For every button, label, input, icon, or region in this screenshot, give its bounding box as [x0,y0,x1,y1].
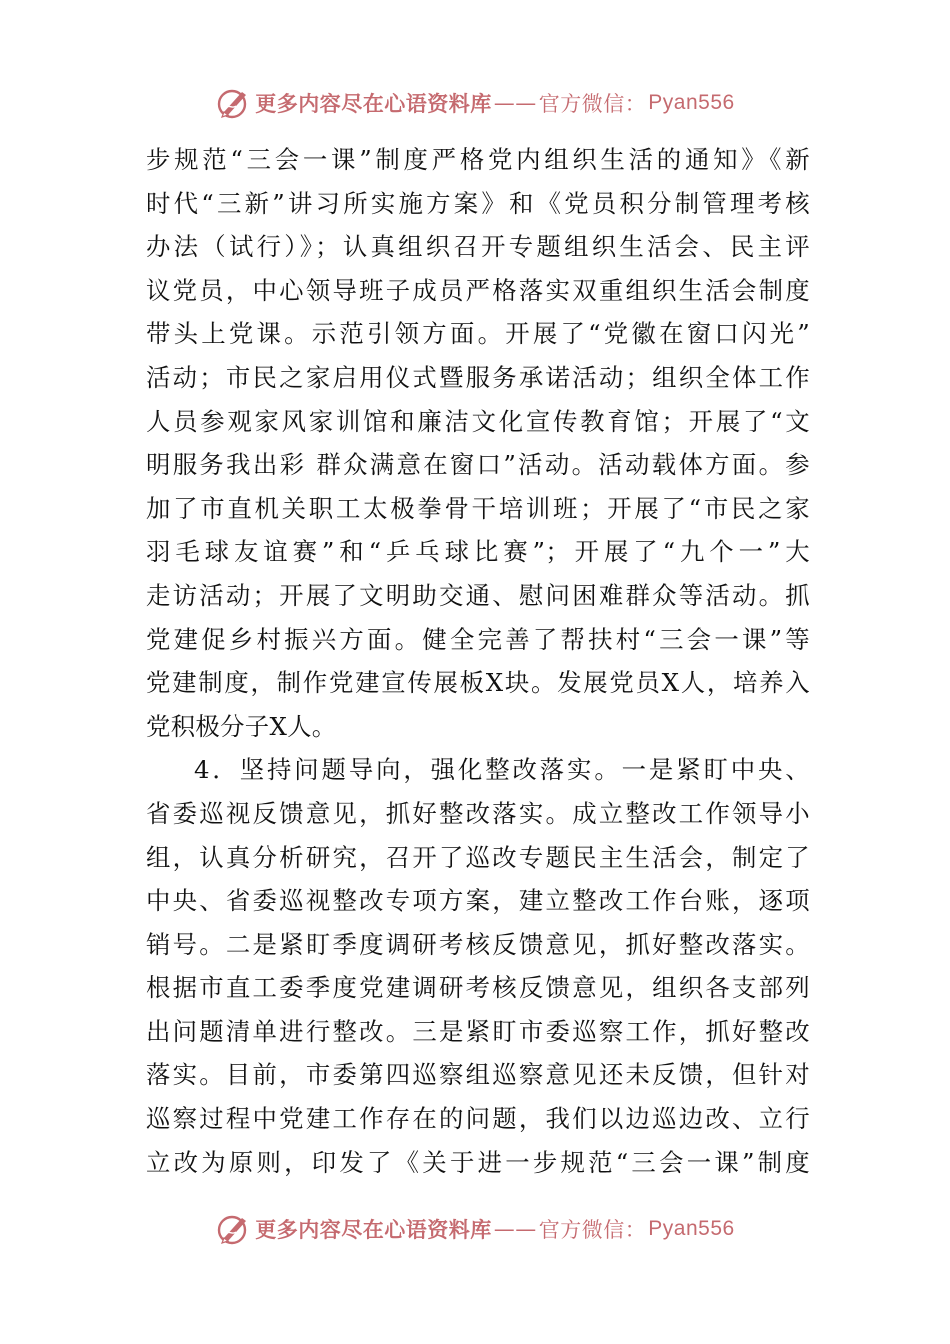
watermark-label: 官方微信： [538,1218,647,1242]
watermark-header [0,81,950,125]
body-line: 党积极分子X人。 [146,711,337,741]
body-line: 步规范“三会一课”制度严格党内组织生活的通知》《新 [146,145,810,174]
body-line: 党建制度，制作党建宣传展板X块。发展党员X人，培养入 [146,668,810,698]
body-line: 巡察过程中党建工作存在的问题，我们以边巡边改、立行 [146,1104,810,1134]
pen-circle-logo-icon [215,85,251,121]
watermark-handle: Pyan556 [648,1217,735,1240]
section-heading-line: 4．坚持问题导向，强化整改落实。一是紧盯中央、 [194,755,810,785]
body-line: 落实。目前，市委第四巡察组巡察意见还未反馈，但针对 [146,1060,810,1090]
body-line: 活动；市民之家启用仪式暨服务承诺活动；组织全体工作 [146,362,810,392]
body-line: 组，认真分析研究，召开了巡改专题民主生活会，制定了 [146,842,810,872]
body-line: 带头上党课。示范引领方面。开展了“党徽在窗口闪光” [146,319,810,349]
document-body [146,138,810,1184]
body-line: 办法（试行）》；认真组织召开专题组织生活会、民主评 [146,232,810,262]
body-line: 销号。二是紧盯季度调研考核反馈意见，抓好整改落实。 [146,929,810,959]
watermark-label: 官方微信： [538,92,647,116]
body-line: 立改为原则，印发了《关于进一步规范“三会一课”制度 [146,1147,810,1177]
body-line: 省委巡视反馈意见，抓好整改落实。成立整改工作领导小 [146,798,810,828]
body-line: 羽毛球友谊赛”和“乒乓球比赛”；开展了“九个一”大 [146,537,810,567]
watermark-separator: —— [493,1217,537,1241]
body-line: 出问题清单进行整改。三是紧盯市委巡察工作，抓好整改 [146,1016,810,1046]
body-line: 加了市直机关职工太极拳骨干培训班；开展了“市民之家 [146,493,810,523]
body-line: 党建促乡村振兴方面。健全完善了帮扶村“三会一课”等 [146,624,810,654]
pen-circle-logo-icon [215,1211,251,1247]
body-line: 人员参观家风家训馆和廉洁文化宣传教育馆；开展了“文 [146,406,810,436]
watermark-site-name: 更多内容尽在心语资料库 [255,1218,492,1242]
body-line: 根据市直工委季度党建调研考核反馈意见，组织各支部列 [146,973,810,1003]
body-line: 走访活动；开展了文明助交通、慰问困难群众等活动。抓 [146,580,810,610]
watermark-site-name: 更多内容尽在心语资料库 [255,92,492,116]
body-line: 议党员，中心领导班子成员严格落实双重组织生活会制度 [146,275,810,305]
body-line: 明服务我出彩 群众满意在窗口”活动。活动载体方面。参 [146,450,810,480]
body-line: 中央、省委巡视整改专项方案，建立整改工作台账，逐项 [146,886,810,916]
body-line: 时代“三新”讲习所实施方案》和《党员积分制管理考核 [146,188,810,218]
watermark-handle: Pyan556 [648,91,735,114]
watermark-footer [0,1207,950,1251]
watermark-separator: —— [493,91,537,115]
